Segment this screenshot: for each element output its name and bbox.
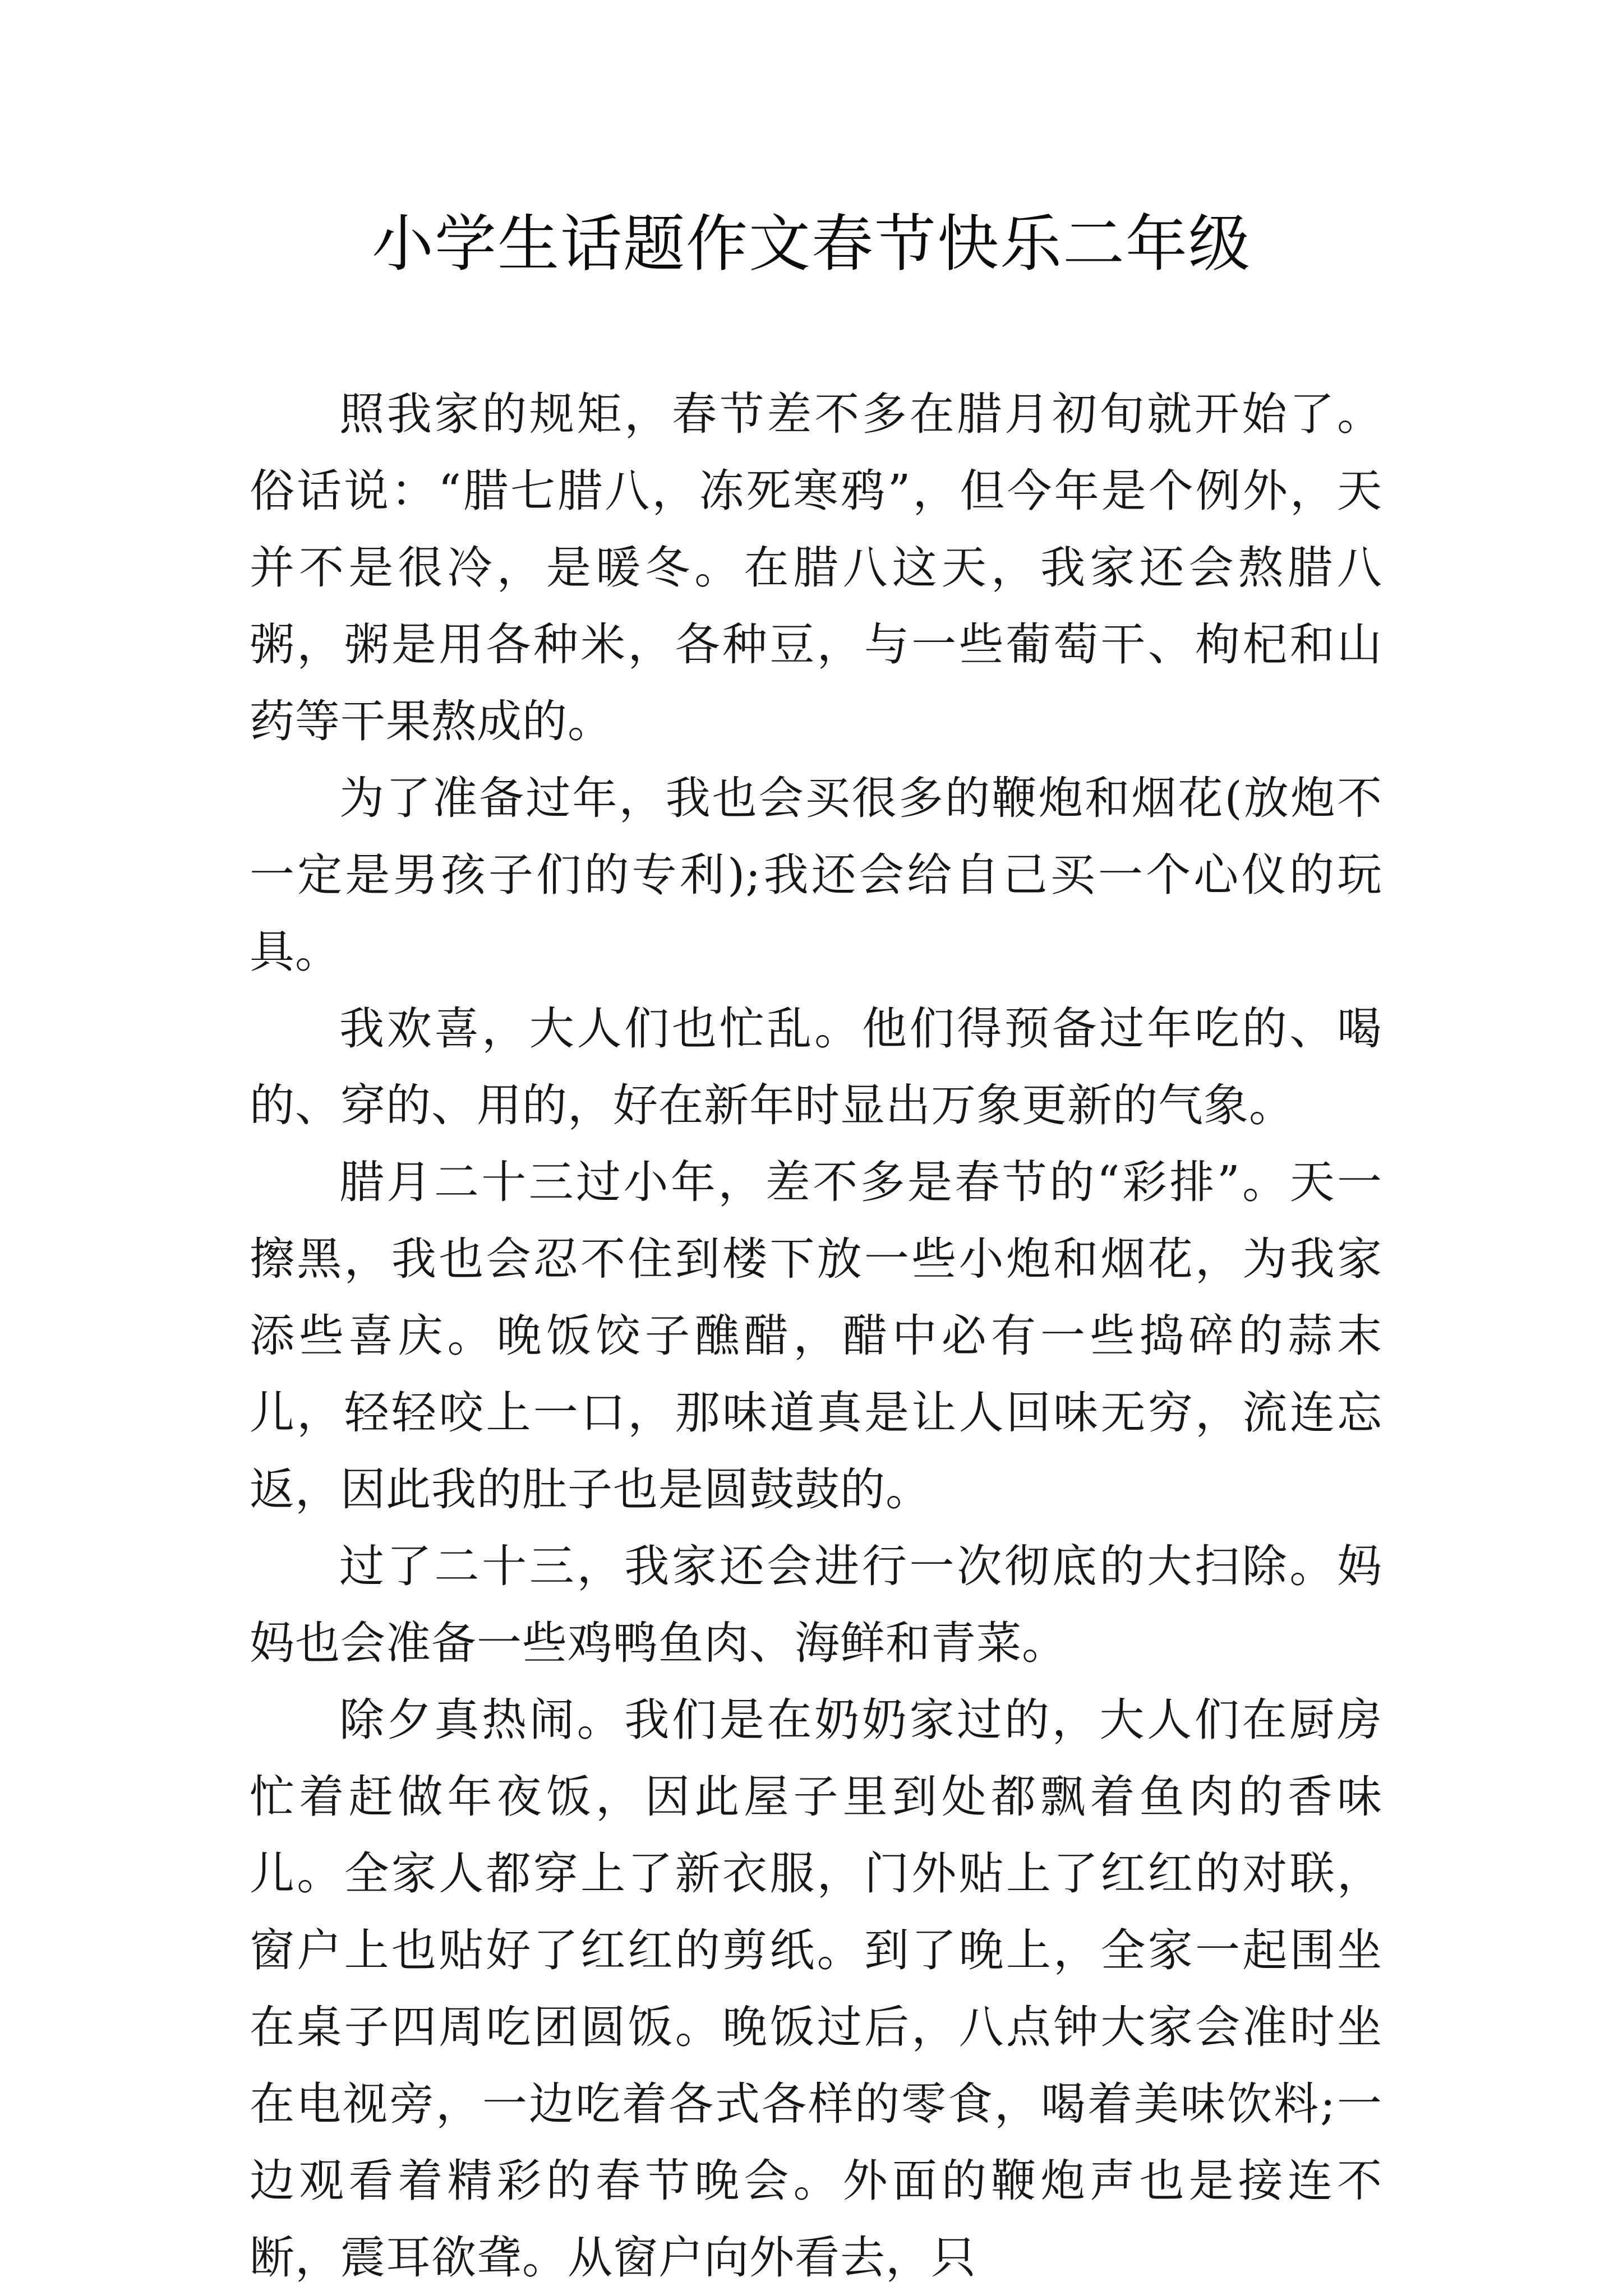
document-body [250, 376, 1382, 2296]
document-title: 小学生话题作文春节快乐二年级 [372, 208, 1251, 280]
paragraph-4: 腊月二十三过小年，差不多是春节的“彩排”。天一擦黑，我也会忍不住到楼下放一些小炮和烟花，为我家添些喜庆。晚饭饺子醮醋，醋中必有一些捣碎的蒜末儿，轻轻咬上一口，那味道真是让人回味无穷，流连忘返，因此我的肚子也是圆鼓鼓的。 [250, 1156, 1382, 1516]
paragraph-1: 照我家的规矩，春节差不多在腊月初旬就开始了。俗话说：“腊七腊八，冻死寒鸦”，但今年是个例外，天并不是很冷，是暖冬。在腊八这天，我家还会熬腊八粥，粥是用各种米，各种豆，与一些葡萄干、枸杞和山药等干果熬成的。 [250, 388, 1382, 747]
paragraph-6: 除夕真热闹。我们是在奶奶家过的，大人们在厨房忙着赶做年夜饭，因此屋子里到处都飘着鱼肉的香味儿。全家人都穿上了新衣服，门外贴上了红红的对联，窗户上也贴好了红红的剪纸。到了晚上，全家一起围坐在桌子四周吃团圆饭。晚饭过后，八点钟大家会准时坐在电视旁，一边吃着各式各样的零食，喝着美味饮料;一边观看着精彩的春节晚会。外面的鞭炮声也是接连不断，震耳欲聋。从窗户向外看去，只 [250, 1694, 1382, 2284]
paragraph-3: 我欢喜，大人们也忙乱。他们得预备过年吃的、喝的、穿的、用的，好在新年时显出万象更新的气象。 [250, 1003, 1382, 1131]
paragraph-2: 为了准备过年，我也会买很多的鞭炮和烟花(放炮不一定是男孩子们的专利);我还会给自己买一个心仪的玩具。 [250, 772, 1382, 978]
paragraph-5: 过了二十三，我家还会进行一次彻底的大扫除。妈妈也会准备一些鸡鸭鱼肉、海鲜和青菜。 [250, 1540, 1382, 1669]
